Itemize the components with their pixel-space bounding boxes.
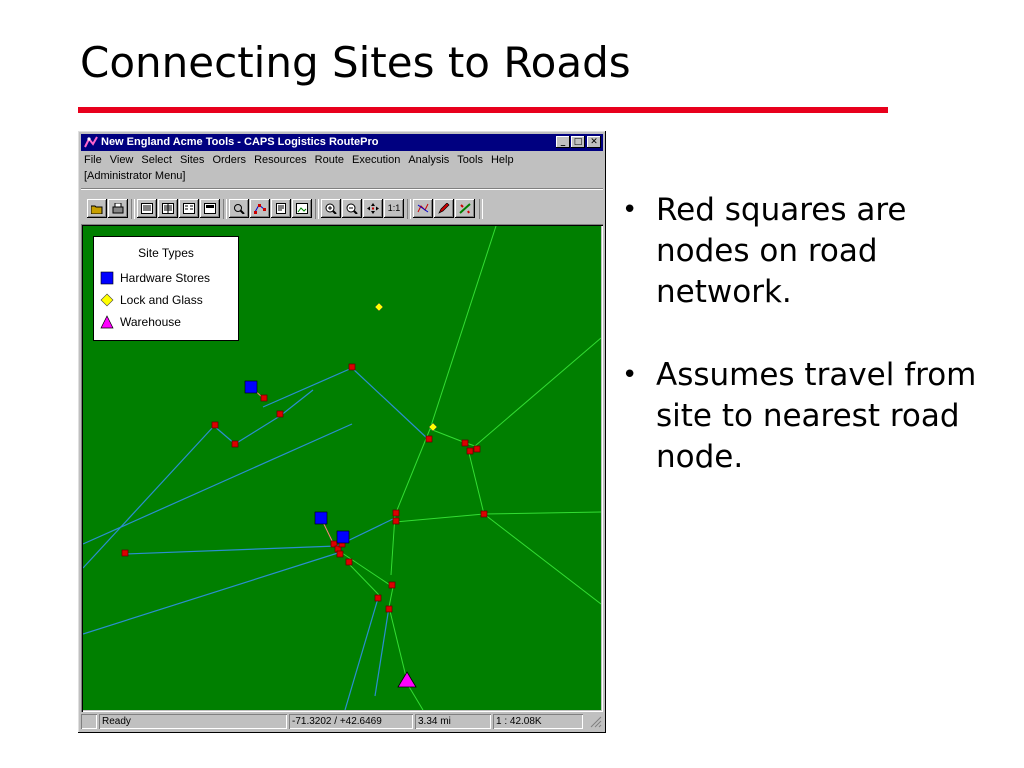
close-icon[interactable]: ✕ [587, 136, 601, 148]
road-node [349, 364, 355, 370]
list-icon[interactable] [137, 199, 157, 218]
pan-icon[interactable] [363, 199, 383, 218]
menu-execution[interactable]: Execution [352, 154, 401, 166]
actual-size-icon[interactable]: 1:1 [384, 199, 404, 218]
road-node [389, 582, 395, 588]
menu-tools[interactable]: Tools [457, 154, 483, 166]
road-node [393, 510, 399, 516]
road-node [386, 606, 392, 612]
road-node [393, 518, 399, 524]
road-node [277, 411, 283, 417]
hardware-store-site [337, 531, 349, 543]
maximize-icon[interactable]: □ [571, 136, 585, 148]
slide-title: Connecting Sites to Roads [80, 38, 631, 87]
hardware-store-site [245, 381, 257, 393]
road-node [375, 595, 381, 601]
status-distance: 3.34 mi [415, 714, 491, 729]
notes-icon[interactable] [271, 199, 291, 218]
road-node [462, 440, 468, 446]
table-icon[interactable] [158, 199, 178, 218]
app-icon [84, 136, 98, 149]
toolbar [81, 188, 603, 223]
title-rule [78, 107, 888, 113]
route-icon[interactable] [413, 199, 433, 218]
yellow-diamond-icon [100, 293, 114, 307]
status-coordinates: -71.3202 / +42.6469 [289, 714, 413, 729]
find-icon[interactable] [229, 199, 249, 218]
menubar [84, 154, 604, 170]
road-node [337, 551, 343, 557]
road-node [474, 446, 480, 452]
map-view[interactable] [81, 224, 603, 712]
report-icon[interactable] [200, 199, 220, 218]
network-icon[interactable] [250, 199, 270, 218]
road-node [261, 395, 267, 401]
detail-icon[interactable] [179, 199, 199, 218]
bullet-dot-icon: • [622, 195, 638, 225]
road-node [122, 550, 128, 556]
menu-sites[interactable]: Sites [179, 154, 205, 166]
road-node [212, 422, 218, 428]
road-node [426, 436, 432, 442]
optimize-icon[interactable] [455, 199, 475, 218]
menu-help[interactable]: Help [490, 154, 514, 166]
zoom-out-icon[interactable] [342, 199, 362, 218]
bullet-list [622, 190, 982, 520]
magenta-triangle-icon [100, 315, 114, 329]
menu-orders[interactable]: Orders [212, 154, 247, 166]
zoom-in-icon[interactable] [321, 199, 341, 218]
road-node [346, 559, 352, 565]
bullet-dot-icon: • [622, 360, 638, 390]
map-legend: Site Types Hardware Stores Lock and Glass Warehouse [93, 236, 239, 341]
app-window [77, 130, 607, 734]
open-icon[interactable] [87, 199, 107, 218]
status-scale: 1 : 42.08K [493, 714, 583, 729]
status-indicator [81, 714, 97, 729]
image-icon[interactable] [292, 199, 312, 218]
status-ready: Ready [99, 714, 287, 729]
menu-select[interactable]: Select [141, 154, 172, 166]
status-bar [81, 713, 603, 731]
admin-menu-label[interactable]: [Administrator Menu] [84, 170, 186, 182]
legend-title: Site Types [138, 246, 194, 260]
minimize-icon[interactable]: _ [556, 136, 570, 148]
road-node [481, 511, 487, 517]
menu-file[interactable]: File [84, 154, 102, 166]
window-titlebar[interactable] [81, 134, 603, 151]
window-title: New England Acme Tools - CAPS Logistics RoutePro [101, 136, 379, 148]
menu-resources[interactable]: Resources [254, 154, 307, 166]
bullet-item: • Red squares are nodes on road network. [622, 192, 907, 310]
bullet-item: • Assumes travel from site to nearest road node. [622, 357, 977, 475]
hardware-store-site [315, 512, 327, 524]
resize-grip-icon[interactable] [590, 716, 602, 728]
road-node [467, 448, 473, 454]
print-icon[interactable] [108, 199, 128, 218]
menu-route[interactable]: Route [314, 154, 344, 166]
menu-view[interactable]: View [109, 154, 134, 166]
blue-square-icon [100, 271, 114, 285]
menu-analysis[interactable]: Analysis [408, 154, 450, 166]
pencil-icon[interactable] [434, 199, 454, 218]
road-node [232, 441, 238, 447]
